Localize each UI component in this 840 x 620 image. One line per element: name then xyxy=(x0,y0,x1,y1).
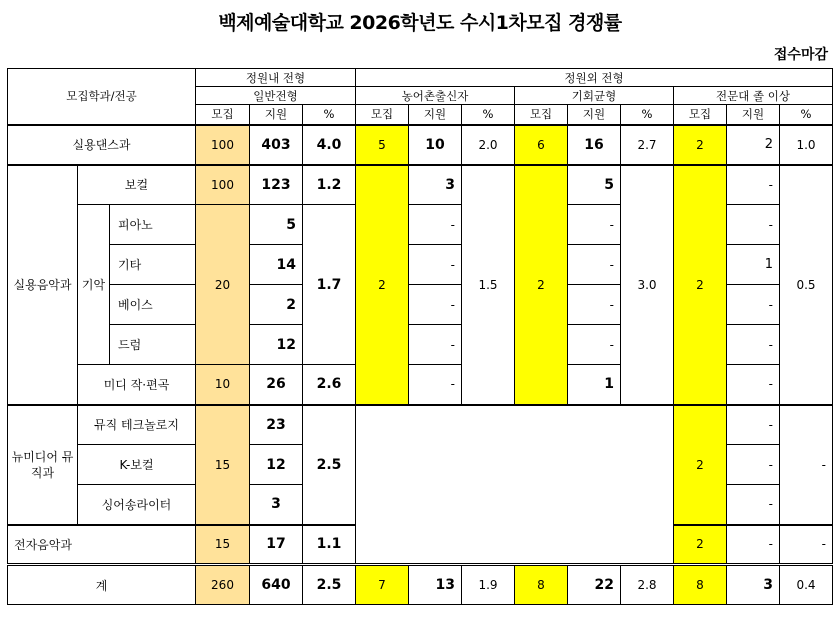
cell-applicants: 3 xyxy=(727,565,780,605)
cell-applicants: 5 xyxy=(250,205,303,245)
cell-applicants: - xyxy=(727,405,780,445)
header-rate: % xyxy=(621,105,674,125)
dept-newmedia: 뉴미디어 뮤직과 xyxy=(8,405,78,525)
cell-applicants: 123 xyxy=(250,165,303,205)
cell-rate: 2.5 xyxy=(303,565,356,605)
dept-electronic: 전자음악과 xyxy=(8,525,196,565)
cell-quota: 5 xyxy=(356,125,409,165)
major-instrument: 기악 xyxy=(78,205,110,365)
cell-applicants: - xyxy=(409,205,462,245)
header-college: 전문대 졸 이상 xyxy=(674,87,833,105)
cell-applicants: - xyxy=(409,285,462,325)
header-applicants: 지원 xyxy=(568,105,621,125)
major-music-tech: 뮤직 테크놀로지 xyxy=(78,405,196,445)
cell-applicants: - xyxy=(409,325,462,365)
major-piano: 피아노 xyxy=(110,205,196,245)
cell-quota: 20 xyxy=(196,205,250,365)
cell-applicants: - xyxy=(409,365,462,405)
major-bass: 베이스 xyxy=(110,285,196,325)
cell-quota: 8 xyxy=(674,565,727,605)
cell-rate: 1.1 xyxy=(303,525,356,565)
cell-quota: 2 xyxy=(674,125,727,165)
header-quota: 모집 xyxy=(196,105,250,125)
cell-rate: 4.0 xyxy=(303,125,356,165)
cell-applicants: - xyxy=(727,325,780,365)
header-general: 일반전형 xyxy=(196,87,356,105)
cell-rate: - xyxy=(780,525,833,565)
cell-applicants: 12 xyxy=(250,325,303,365)
header-outquota: 정원외 전형 xyxy=(356,69,833,87)
header-quota: 모집 xyxy=(356,105,409,125)
cell-applicants: 16 xyxy=(568,125,621,165)
cell-applicants: - xyxy=(727,285,780,325)
cell-applicants: 13 xyxy=(409,565,462,605)
cell-applicants: - xyxy=(568,205,621,245)
cell-applicants: - xyxy=(568,325,621,365)
cell-applicants: - xyxy=(727,445,780,485)
cell-rate: 0.5 xyxy=(780,165,833,405)
cell-rate: 1.9 xyxy=(462,565,515,605)
cell-quota: 260 xyxy=(196,565,250,605)
cell-applicants: 14 xyxy=(250,245,303,285)
cell-quota: 15 xyxy=(196,405,250,525)
cell-applicants: 26 xyxy=(250,365,303,405)
cell-applicants: - xyxy=(568,245,621,285)
header-quota: 모집 xyxy=(674,105,727,125)
cell-quota: 2 xyxy=(674,525,727,565)
major-songwriter: 싱어송라이터 xyxy=(78,485,196,525)
cell-applicants: 23 xyxy=(250,405,303,445)
cell-applicants: 3 xyxy=(250,485,303,525)
cell-quota: 8 xyxy=(515,565,568,605)
header-rate: % xyxy=(303,105,356,125)
cell-applicants: 22 xyxy=(568,565,621,605)
header-dept: 모집학과/전공 xyxy=(8,69,196,125)
cell-quota: 100 xyxy=(196,165,250,205)
cell-applicants: 17 xyxy=(250,525,303,565)
cell-rate: 2.5 xyxy=(303,405,356,525)
major-midi: 미디 작·편곡 xyxy=(78,365,196,405)
cell-quota: 10 xyxy=(196,365,250,405)
cell-applicants: - xyxy=(727,525,780,565)
cell-rate: 2.7 xyxy=(621,125,674,165)
cell-applicants: 3 xyxy=(409,165,462,205)
cell-applicants: - xyxy=(727,165,780,205)
cell-quota: 7 xyxy=(356,565,409,605)
cell-rate: 1.7 xyxy=(303,205,356,365)
cell-quota: 6 xyxy=(515,125,568,165)
cell-quota: 2 xyxy=(515,165,568,405)
cell-applicants: - xyxy=(568,285,621,325)
cell-applicants: 640 xyxy=(250,565,303,605)
major-guitar: 기타 xyxy=(110,245,196,285)
cell-rate: 2.6 xyxy=(303,365,356,405)
cell-applicants: 1 xyxy=(727,245,780,285)
major-k-vocal: K-보컬 xyxy=(78,445,196,485)
header-rural: 농어촌출신자 xyxy=(356,87,515,105)
cell-applicants: 12 xyxy=(250,445,303,485)
cell-quota: 15 xyxy=(196,525,250,565)
header-rate: % xyxy=(780,105,833,125)
cell-applicants: 2 xyxy=(250,285,303,325)
cell-applicants: - xyxy=(727,365,780,405)
major-vocal: 보컬 xyxy=(78,165,196,205)
cell-rate: 1.2 xyxy=(303,165,356,205)
header-equal: 기회균형 xyxy=(515,87,674,105)
cell-quota: 2 xyxy=(674,405,727,525)
cell-rate: 2.8 xyxy=(621,565,674,605)
cell-rate: - xyxy=(780,405,833,525)
cell-applicants: - xyxy=(727,205,780,245)
cell-rate: 1.0 xyxy=(780,125,833,165)
header-inquota: 정원내 전형 xyxy=(196,69,356,87)
header-quota: 모집 xyxy=(515,105,568,125)
cell-quota: 2 xyxy=(674,165,727,405)
cell-applicants: 1 xyxy=(568,365,621,405)
cell-rate: 2.0 xyxy=(462,125,515,165)
cell-quota: 2 xyxy=(356,165,409,405)
cell-quota: 100 xyxy=(196,125,250,165)
cell-applicants: - xyxy=(409,245,462,285)
status-label: 접수마감 xyxy=(773,47,828,63)
dept-music: 실용음악과 xyxy=(8,165,78,405)
page-title: 백제예술대학교 2026학년도 수시1차모집 경쟁률 xyxy=(218,12,622,34)
cell-rate: 0.4 xyxy=(780,565,833,605)
header-applicants: 지원 xyxy=(409,105,462,125)
cell-applicants: 2 xyxy=(727,125,780,165)
cell-applicants: - xyxy=(727,485,780,525)
header-applicants: 지원 xyxy=(727,105,780,125)
header-applicants: 지원 xyxy=(250,105,303,125)
header-rate: % xyxy=(462,105,515,125)
cell-applicants: 5 xyxy=(568,165,621,205)
cell-rate: 3.0 xyxy=(621,165,674,405)
cell-applicants: 403 xyxy=(250,125,303,165)
cell-rate: 1.5 xyxy=(462,165,515,405)
competition-table xyxy=(7,68,833,605)
empty-block xyxy=(356,405,674,565)
total-label: 계 xyxy=(8,565,196,605)
dept-dance: 실용댄스과 xyxy=(8,125,196,165)
cell-applicants: 10 xyxy=(409,125,462,165)
major-drum: 드럼 xyxy=(110,325,196,365)
